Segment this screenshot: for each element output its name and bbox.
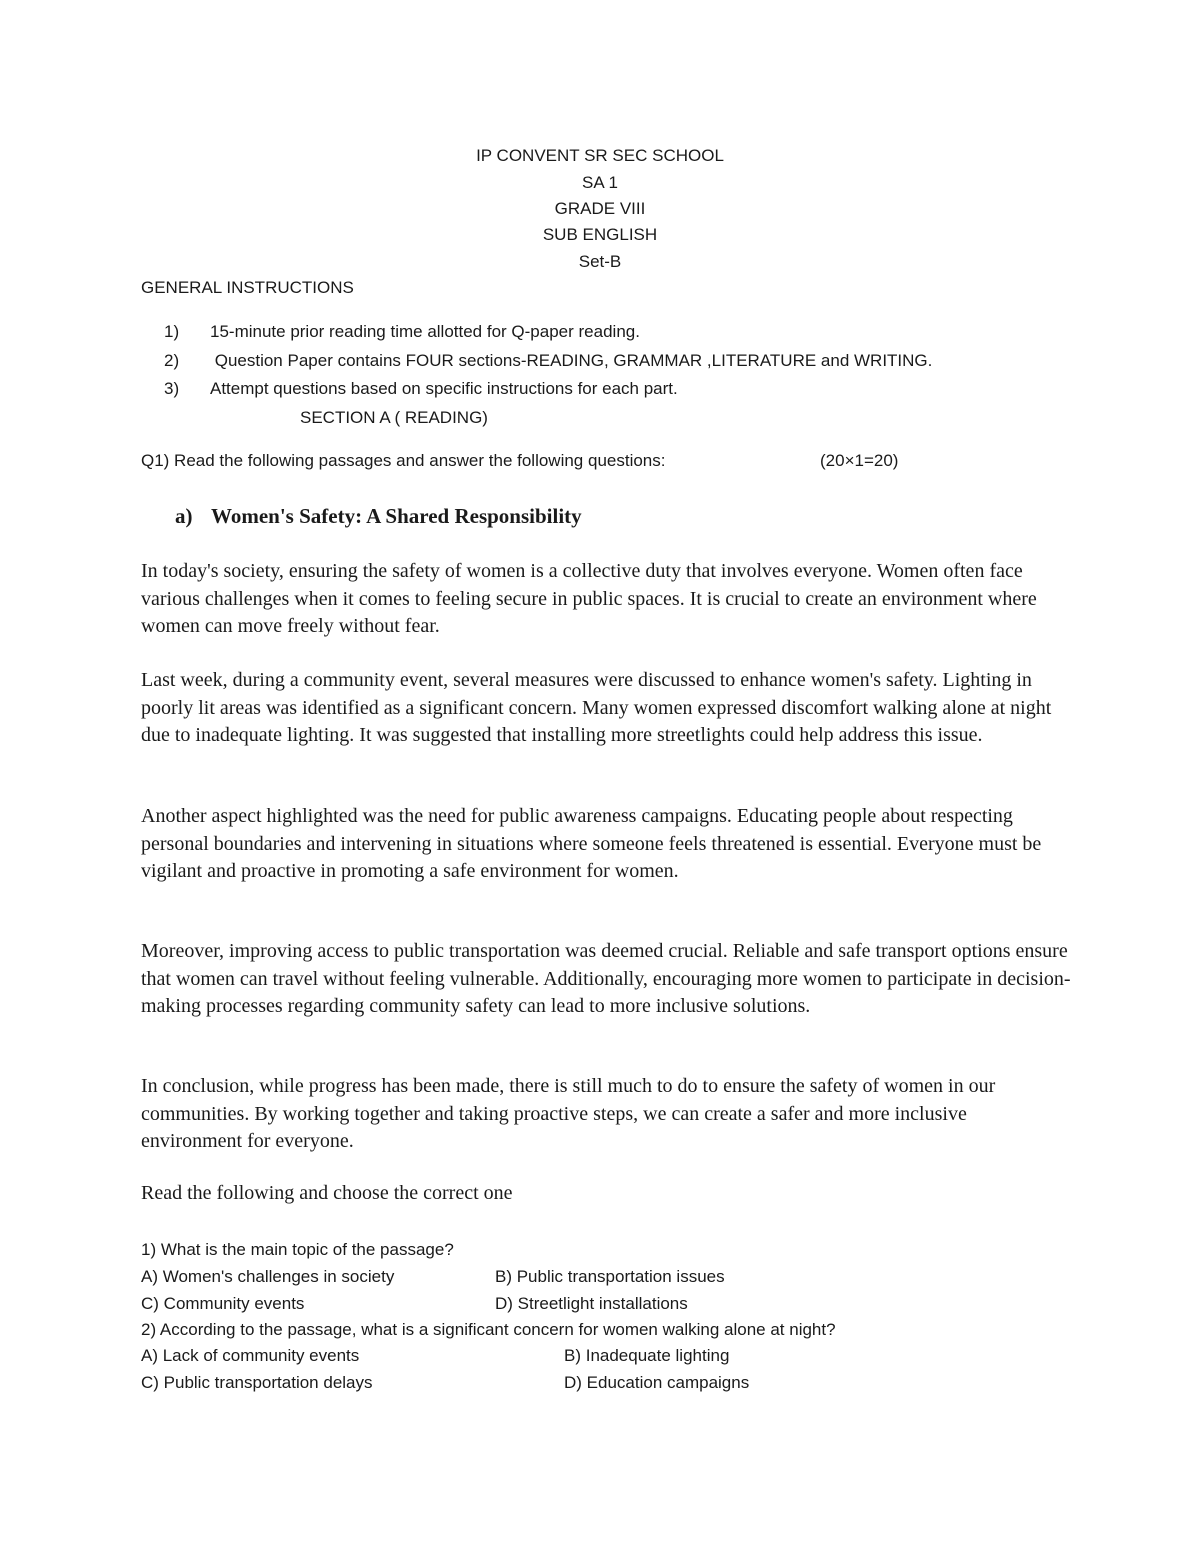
passage-paragraph: Another aspect highlighted was the need for public awareness campaigns. Educating people about respecting personal boundaries and intervening in situations where someone feels threatened is essential. Everyone must be vigilant and proactive in promoting a safe environment for women. [141, 805, 1042, 882]
passage-paragraph: Last week, during a community event, several measures were discussed to enhance women's safety. Lighting in poorly lit areas was identified as a significant concern. Many women expressed discomfort walking alone at night due to inadequate lighting. It was suggested that installing more streetlights could help address this issue. [141, 669, 1052, 746]
instruction-item [164, 351, 932, 371]
instruction-item [164, 322, 640, 342]
option-c: C) Community events [141, 1294, 305, 1313]
option-d: D) Streetlight installations [495, 1294, 688, 1313]
subject-label: SUB ENGLISH [542, 225, 658, 244]
instruction-text: Question Paper contains FOUR sections-READING, GRAMMAR ,LITERATURE and WRITING. [210, 351, 933, 370]
instruction-item [164, 379, 678, 399]
passage-paragraph: Moreover, improving access to public transportation was deemed crucial. Reliable and safe transport options ensure that women can travel without feeling vulnerable. Additionally, encouraging more women to participate in decision-making processes regarding community safety can lead to more inclusive solutions. [141, 940, 1071, 1017]
option-a: A) Lack of community events [141, 1346, 360, 1365]
instruction-number: 2) [164, 351, 180, 370]
instruction-number: 3) [164, 379, 180, 398]
option-b: B) Public transportation issues [495, 1267, 725, 1286]
instruction-text: 15-minute prior reading time allotted for Q-paper reading. [210, 322, 640, 341]
grade-label: GRADE VIII [554, 199, 646, 218]
passage-title: Women's Safety: A Shared Responsibility [211, 504, 582, 528]
passage-label: a) [175, 504, 193, 528]
q1-marks: (20×1=20) [820, 451, 899, 470]
question-text: 1) What is the main topic of the passage? [141, 1240, 454, 1259]
q1-instruction: Q1) Read the following passages and answer the following questions: [141, 451, 666, 470]
set-label: Set-B [578, 252, 622, 271]
passage-paragraph: In conclusion, while progress has been made, there is still much to do to ensure the safety of women in our communities. By working together and taking proactive steps, we can create a safer and more inclusive environment for everyone. [141, 1075, 996, 1152]
instruction-text: Attempt questions based on specific instructions for each part. [210, 379, 678, 398]
passage-heading [175, 504, 582, 529]
instructions-title: GENERAL INSTRUCTIONS [141, 278, 354, 297]
question-text: 2) According to the passage, what is a significant concern for women walking alone at night? [141, 1320, 836, 1339]
option-b: B) Inadequate lighting [564, 1346, 730, 1365]
passage-paragraph: In today's society, ensuring the safety of women is a collective duty that involves everyone. Women often face various challenges when it comes to feeling secure in public spaces. It is crucial to create an environment where women can move freely without fear. [141, 560, 1037, 637]
school-name: IP CONVENT SR SEC SCHOOL [476, 146, 724, 165]
option-a: A) Women's challenges in society [141, 1267, 395, 1286]
option-c: C) Public transportation delays [141, 1373, 373, 1392]
section-a-title: SECTION A ( READING) [300, 408, 488, 427]
option-d: D) Education campaigns [564, 1373, 750, 1392]
exam-name: SA 1 [582, 173, 618, 192]
choose-prompt: Read the following and choose the correct one [141, 1182, 513, 1204]
instruction-number: 1) [164, 322, 180, 341]
